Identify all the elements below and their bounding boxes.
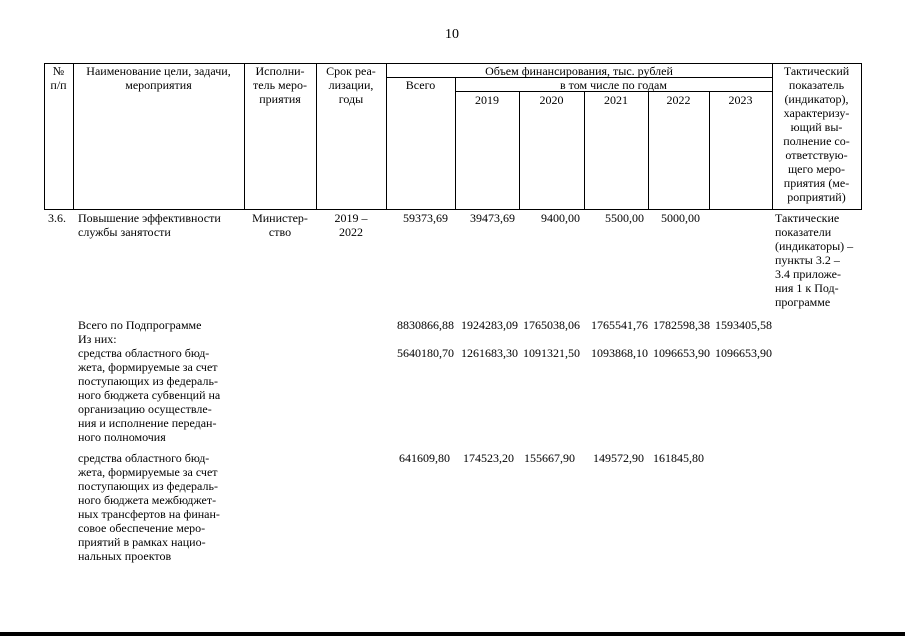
- source1-2020: 1091321,50: [523, 346, 580, 360]
- header-name-line: Наименование цели, задачи,: [86, 64, 231, 78]
- header-indicator-line: щего меро-: [787, 162, 846, 176]
- source1-label-line: ного бюджета субвенций на: [78, 388, 221, 402]
- header-year-2023: 2023: [728, 93, 753, 107]
- source2-2022: 161845,80: [653, 451, 704, 465]
- header-executor-line: тель меро-: [253, 78, 307, 92]
- source1-label-line: жета, формируемые за счет: [78, 360, 218, 374]
- row-2019: 39473,69: [470, 211, 515, 225]
- summary-2022: 1782598,38: [653, 318, 710, 332]
- row-2022: 5000,00: [661, 211, 700, 225]
- source2-total: 641609,80: [399, 451, 450, 465]
- source1-label-line: ния и исполнение передан-: [78, 416, 217, 430]
- header-year-2021: 2021: [604, 93, 628, 107]
- summary-2019: 1924283,09: [461, 318, 518, 332]
- header-indicator-line: ющий вы-: [790, 120, 843, 134]
- header-indicator-line: показатель: [788, 78, 845, 92]
- summary-total: 8830866,88: [397, 318, 454, 332]
- source2-label-line: ных трансфертов на финан-: [78, 507, 220, 521]
- source2-label-line: жета, формируемые за счет: [78, 465, 218, 479]
- source1-label-line: поступающих из федераль-: [78, 374, 218, 388]
- source1-label-line: организацию осуществле-: [78, 402, 212, 416]
- row-name-line: Повышение эффективности: [78, 211, 221, 225]
- header-indicator-line: Тактический: [783, 64, 850, 78]
- source2-label-line: приятий в рамках нацио-: [78, 535, 206, 549]
- source2-2019: 174523,20: [463, 451, 514, 465]
- source1-2022: 1096653,90: [653, 346, 710, 360]
- header-total: Всего: [405, 78, 436, 92]
- source1-2023: 1096653,90: [715, 346, 772, 360]
- source1-label-line: средства областного бюд-: [78, 346, 210, 360]
- summary-label: Всего по Подпрограмме: [78, 318, 202, 332]
- header-executor-line: приятия: [259, 92, 301, 106]
- row-indicator-line: 3.4 приложе-: [775, 267, 841, 281]
- header-term-line: лизации,: [328, 78, 374, 92]
- header-year-2022: 2022: [666, 93, 691, 107]
- source1-label-line: ного полномочия: [78, 430, 166, 444]
- row-2021: 5500,00: [605, 211, 644, 225]
- row-indicator-line: программе: [775, 295, 831, 309]
- header-indicator-line: (индикатор),: [784, 92, 849, 106]
- row-total: 59373,69: [403, 211, 448, 225]
- row-indicator-line: пункты 3.2 –: [775, 253, 840, 267]
- header-indicator-line: полнение со-: [783, 134, 850, 148]
- header-funding: Объем финансирования, тыс. рублей: [485, 64, 673, 78]
- source1-2019: 1261683,30: [461, 346, 518, 360]
- source2-label-line: совое обеспечение меро-: [78, 521, 206, 535]
- summary-2021: 1765541,76: [591, 318, 648, 332]
- header-term-line: Срок реа-: [326, 64, 376, 78]
- row-indicator-line: ния 1 к Под-: [775, 281, 839, 295]
- header-year-2019: 2019: [475, 93, 499, 107]
- source2-2020: 155667,90: [524, 451, 575, 465]
- of-which-label: Из них:: [78, 332, 117, 346]
- row-indicator-line: (индикаторы) –: [775, 239, 854, 253]
- row-name-line: службы занятости: [78, 225, 171, 239]
- row-2020: 9400,00: [541, 211, 580, 225]
- row-executor-line: Министер-: [252, 211, 308, 225]
- header-term-line: годы: [338, 92, 364, 106]
- page-bottom-border: [0, 632, 905, 636]
- header-indicator-line: ответствую-: [785, 148, 848, 162]
- page-number: 10: [445, 27, 459, 42]
- header-indicator-line: приятия (ме-: [783, 176, 850, 190]
- summary-2023: 1593405,58: [715, 318, 772, 332]
- header-name-line: мероприятия: [125, 78, 192, 92]
- source1-2021: 1093868,10: [591, 346, 648, 360]
- header-executor-line: Исполни-: [255, 64, 305, 78]
- summary-2020: 1765038,06: [523, 318, 580, 332]
- row-term-line: 2019 –: [334, 211, 368, 225]
- header-num-line: п/п: [50, 78, 67, 92]
- header-indicator-line: роприятий): [787, 190, 846, 204]
- header-by-years: в том числе по годам: [560, 78, 667, 92]
- row-executor-line: ство: [268, 225, 292, 239]
- source2-label-line: поступающих из федераль-: [78, 479, 218, 493]
- source2-label-line: средства областного бюд-: [78, 451, 210, 465]
- header-num-line: №: [52, 64, 65, 78]
- row-term-line: 2022: [339, 225, 363, 239]
- source2-2021: 149572,90: [593, 451, 644, 465]
- header-year-2020: 2020: [539, 93, 564, 107]
- row-indicator-line: Тактические: [775, 211, 840, 225]
- source2-label-line: нальных проектов: [78, 549, 172, 563]
- source2-label-line: ного бюджета межбюджет-: [78, 493, 217, 507]
- header-indicator-line: характеризу-: [783, 106, 850, 120]
- row-indicator-line: показатели: [775, 225, 832, 239]
- source1-total: 5640180,70: [397, 346, 454, 360]
- row-num: 3.6.: [48, 211, 66, 225]
